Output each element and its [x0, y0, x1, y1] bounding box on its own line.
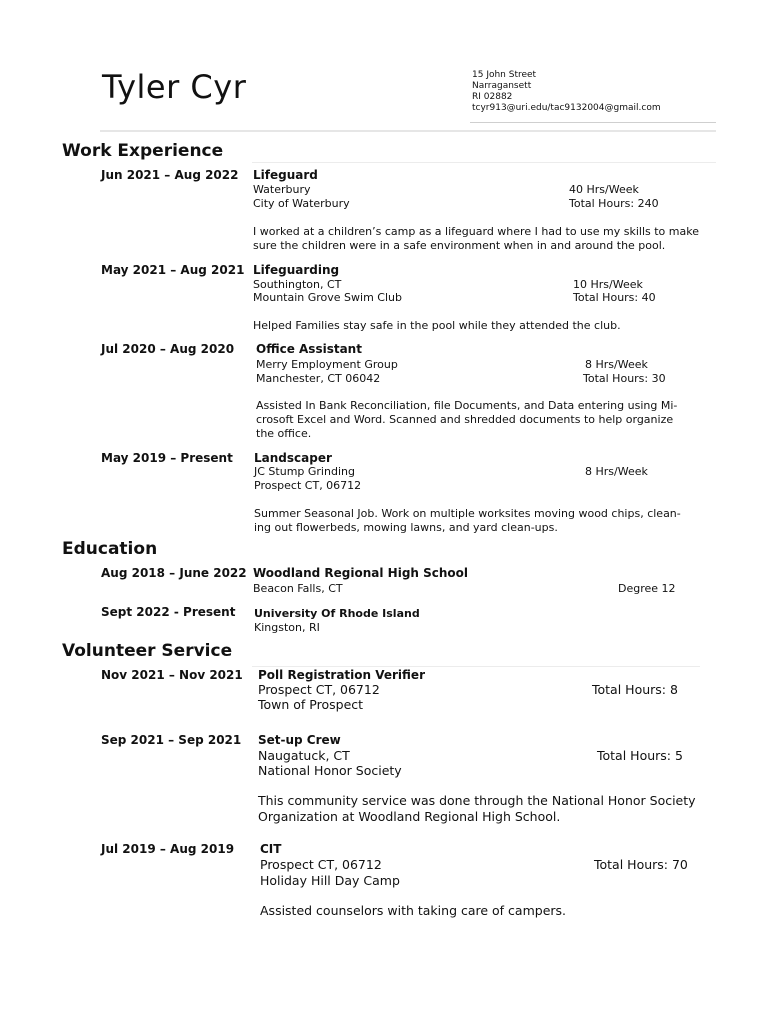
volunteer-total-hours: Total Hours: 5: [597, 748, 683, 763]
volunteer-organization: Town of Prospect: [258, 697, 364, 712]
job-employer: City of Waterbury: [253, 197, 350, 210]
job-title: Office Assistant: [256, 342, 362, 356]
job-title: Lifeguard: [253, 168, 318, 182]
volunteer-dates: Sep 2021 – Sep 2021: [101, 733, 242, 747]
education-school: Woodland Regional High School: [253, 566, 469, 580]
job-dates: May 2021 – Aug 2021: [101, 263, 245, 277]
education-location: Kingston, RI: [254, 621, 320, 634]
job-location: Waterbury: [253, 183, 311, 196]
volunteer-total-hours: Total Hours: 70: [594, 857, 688, 872]
education-degree: Degree 12: [618, 582, 676, 595]
section-heading-education: Education: [62, 539, 158, 559]
section-heading-work: Work Experience: [62, 141, 224, 161]
address-street: 15 John Street: [472, 70, 537, 80]
education-school: University Of Rhode Island: [254, 607, 420, 620]
education-location: Beacon Falls, CT: [253, 582, 343, 595]
job-employer: Merry Employment Group: [256, 358, 398, 371]
volunteer-dates: Jul 2019 – Aug 2019: [101, 842, 235, 856]
volunteer-description: This community service was done through the National Honor Society Organization at Woodland Regional High School.: [258, 793, 696, 824]
job-employer: Mountain Grove Swim Club: [253, 291, 402, 304]
volunteer-role: CIT: [260, 842, 282, 856]
job-description: Assisted In Bank Reconciliation, file Documents, and Data entering using Mi-crosoft Excel and Word. Scanned and shredded documents to help organize the office.: [256, 399, 678, 440]
job-location: Prospect CT, 06712: [254, 479, 362, 492]
section-divider: [252, 666, 700, 667]
job-hours-week: 8 Hrs/Week: [585, 465, 648, 478]
section-divider: [252, 162, 716, 163]
job-title: Lifeguarding: [253, 263, 340, 277]
volunteer-dates: Nov 2021 – Nov 2021: [101, 668, 243, 682]
job-location: Southington, CT: [253, 278, 342, 291]
volunteer-organization: National Honor Society: [258, 763, 402, 778]
volunteer-location: Prospect CT, 06712: [258, 682, 380, 697]
job-description: Summer Seasonal Job. Work on multiple worksites moving wood chips, clean-ing out flowerbeds, mowing lawns, and yard clean-ups.: [254, 507, 681, 534]
job-title: Landscaper: [254, 451, 332, 465]
volunteer-role: Set-up Crew: [258, 733, 341, 747]
contact-block: [472, 70, 661, 114]
job-dates: Jun 2021 – Aug 2022: [101, 168, 239, 182]
header-divider-wide: [100, 130, 716, 132]
volunteer-total-hours: Total Hours: 8: [592, 682, 678, 697]
header-divider: [470, 122, 716, 123]
job-hours-week: 10 Hrs/Week: [573, 278, 643, 291]
job-description: Helped Families stay safe in the pool while they attended the club.: [253, 319, 621, 332]
job-total-hours: Total Hours: 30: [583, 372, 666, 385]
education-dates: Sept 2022 - Present: [101, 605, 236, 619]
email-addresses: tcyr913@uri.edu/tac9132004@gmail.com: [472, 103, 661, 113]
job-hours-week: 8 Hrs/Week: [585, 358, 648, 371]
job-total-hours: Total Hours: 240: [569, 197, 659, 210]
volunteer-location: Prospect CT, 06712: [260, 857, 382, 872]
job-hours-week: 40 Hrs/Week: [569, 183, 639, 196]
job-description: I worked at a children’s camp as a lifeguard where I had to use my skills to make sure the children were in a safe environment when in and around the pool.: [253, 225, 699, 252]
volunteer-description: Assisted counselors with taking care of campers.: [260, 903, 567, 918]
job-total-hours: Total Hours: 40: [573, 291, 656, 304]
volunteer-role: Poll Registration Verifier: [258, 668, 425, 682]
section-heading-volunteer: Volunteer Service: [62, 641, 233, 661]
resume-name: Tyler Cyr: [102, 68, 247, 106]
job-employer: JC Stump Grinding: [254, 465, 355, 478]
job-location: Manchester, CT 06042: [256, 372, 381, 385]
job-dates: May 2019 – Present: [101, 451, 233, 465]
volunteer-organization: Holiday Hill Day Camp: [260, 873, 400, 888]
volunteer-location: Naugatuck, CT: [258, 748, 350, 763]
address-state-zip: RI 02882: [472, 92, 513, 102]
address-city: Narragansett: [472, 81, 532, 91]
education-dates: Aug 2018 – June 2022: [101, 566, 247, 580]
job-dates: Jul 2020 – Aug 2020: [101, 342, 235, 356]
